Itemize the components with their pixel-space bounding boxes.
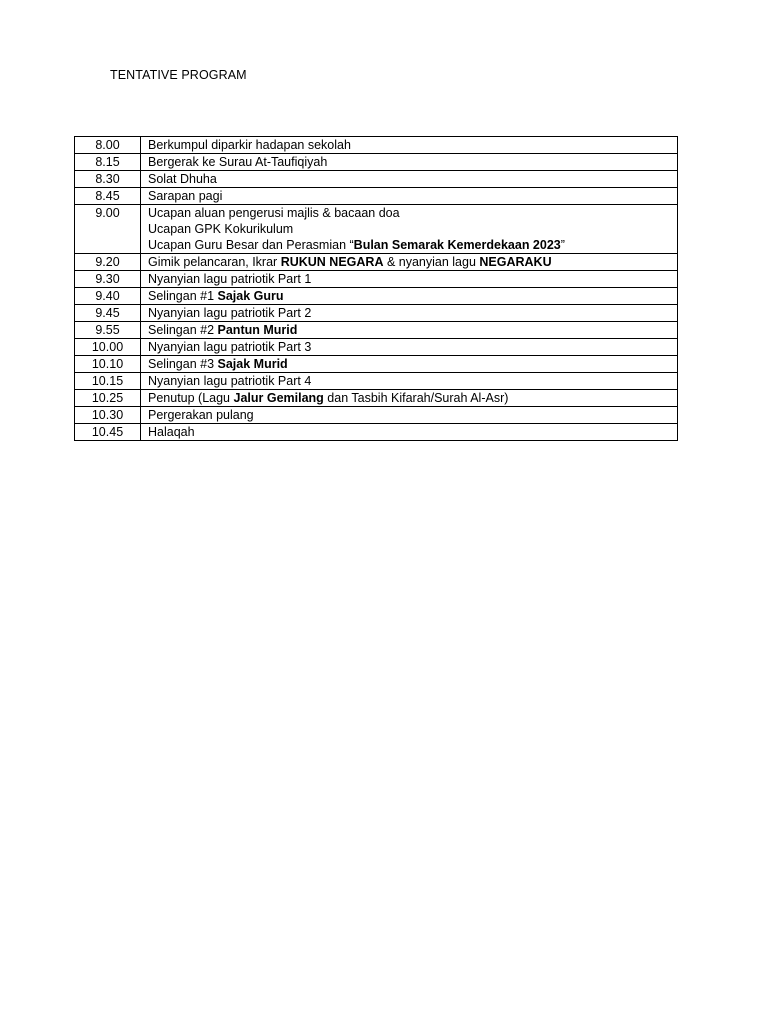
- time-cell: 10.00: [75, 339, 141, 356]
- activity-text: Selingan #1: [148, 289, 218, 303]
- time-cell: 10.15: [75, 373, 141, 390]
- activity-cell: [141, 271, 678, 288]
- activity-text: Ucapan Guru Besar dan Perasmian “: [148, 238, 354, 252]
- table-row: [75, 322, 678, 339]
- activity-cell: [141, 390, 678, 407]
- activity-text-bold: RUKUN NEGARA: [280, 255, 384, 269]
- table-row: [75, 390, 678, 407]
- table-row: [75, 305, 678, 322]
- activity-text: Bergerak ke Surau At-Taufiqiyah: [148, 155, 328, 169]
- time-cell: 9.55: [75, 322, 141, 339]
- time-cell: 10.10: [75, 356, 141, 373]
- activity-cell: [141, 424, 678, 441]
- activity-line: [148, 271, 677, 287]
- time-cell: 8.15: [75, 154, 141, 171]
- activity-line: [148, 254, 677, 270]
- time-cell: 10.30: [75, 407, 141, 424]
- activity-line: [148, 237, 677, 253]
- time-cell: 8.30: [75, 171, 141, 188]
- activity-line: [148, 221, 677, 237]
- activity-line: [148, 288, 677, 304]
- activity-text-bold: Bulan Semarak Kemerdekaan 2023: [353, 238, 561, 252]
- activity-text: Halaqah: [148, 425, 195, 439]
- activity-line: [148, 373, 677, 389]
- activity-text: Gimik pelancaran, Ikrar: [148, 255, 281, 269]
- time-cell: 9.30: [75, 271, 141, 288]
- activity-text: Nyanyian lagu patriotik Part 4: [148, 374, 312, 388]
- activity-cell: [141, 356, 678, 373]
- time-cell: 10.25: [75, 390, 141, 407]
- table-row: [75, 288, 678, 305]
- activity-line: [148, 171, 677, 187]
- table-row: [75, 154, 678, 171]
- table-row: [75, 356, 678, 373]
- activity-cell: [141, 154, 678, 171]
- activity-cell: [141, 305, 678, 322]
- program-table-body: [75, 137, 678, 441]
- time-cell: 9.45: [75, 305, 141, 322]
- activity-cell: [141, 137, 678, 154]
- activity-cell: [141, 205, 678, 254]
- activity-text: Selingan #3: [148, 357, 218, 371]
- program-table: [74, 136, 678, 441]
- activity-line: [148, 356, 677, 372]
- activity-text: Penutup (Lagu: [148, 391, 234, 405]
- activity-text: Selingan #2: [148, 323, 218, 337]
- activity-line: [148, 407, 677, 423]
- activity-text: Nyanyian lagu patriotik Part 3: [148, 340, 312, 354]
- time-cell: 8.00: [75, 137, 141, 154]
- activity-text-bold: Sajak Murid: [217, 357, 288, 371]
- table-row: [75, 424, 678, 441]
- table-row: [75, 188, 678, 205]
- document-title: TENTATIVE PROGRAM: [110, 68, 247, 82]
- activity-cell: [141, 171, 678, 188]
- activity-cell: [141, 188, 678, 205]
- activity-text: dan Tasbih Kifarah/Surah Al-Asr): [323, 391, 509, 405]
- activity-line: [148, 322, 677, 338]
- time-cell: 9.20: [75, 254, 141, 271]
- activity-line: [148, 339, 677, 355]
- time-cell: 8.45: [75, 188, 141, 205]
- time-cell: 10.45: [75, 424, 141, 441]
- activity-line: [148, 137, 677, 153]
- activity-text: Sarapan pagi: [148, 189, 223, 203]
- activity-cell: [141, 373, 678, 390]
- activity-cell: [141, 288, 678, 305]
- activity-text-bold: Pantun Murid: [217, 323, 298, 337]
- activity-line: [148, 390, 677, 406]
- activity-text-bold: NEGARAKU: [479, 255, 552, 269]
- activity-cell: [141, 322, 678, 339]
- activity-text: Pergerakan pulang: [148, 408, 254, 422]
- activity-text: Berkumpul diparkir hadapan sekolah: [148, 138, 351, 152]
- activity-text: Nyanyian lagu patriotik Part 1: [148, 272, 312, 286]
- activity-line: [148, 305, 677, 321]
- activity-text: Nyanyian lagu patriotik Part 2: [148, 306, 312, 320]
- activity-line: [148, 154, 677, 170]
- activity-line: [148, 205, 677, 221]
- table-row: [75, 407, 678, 424]
- time-cell: 9.00: [75, 205, 141, 254]
- table-row: [75, 339, 678, 356]
- activity-text: ”: [560, 238, 565, 252]
- table-row: [75, 137, 678, 154]
- activity-text: & nyanyian lagu: [383, 255, 480, 269]
- table-row: [75, 271, 678, 288]
- activity-text-bold: Jalur Gemilang: [233, 391, 324, 405]
- activity-line: [148, 424, 677, 440]
- activity-cell: [141, 407, 678, 424]
- time-cell: 9.40: [75, 288, 141, 305]
- activity-cell: [141, 339, 678, 356]
- table-row: [75, 254, 678, 271]
- table-row: [75, 373, 678, 390]
- activity-line: [148, 188, 677, 204]
- table-row: [75, 171, 678, 188]
- activity-text: Ucapan aluan pengerusi majlis & bacaan doa: [148, 206, 400, 220]
- activity-text-bold: Sajak Guru: [217, 289, 284, 303]
- activity-text: Solat Dhuha: [148, 172, 217, 186]
- activity-text: Ucapan GPK Kokurikulum: [148, 222, 294, 236]
- table-row: [75, 205, 678, 254]
- activity-cell: [141, 254, 678, 271]
